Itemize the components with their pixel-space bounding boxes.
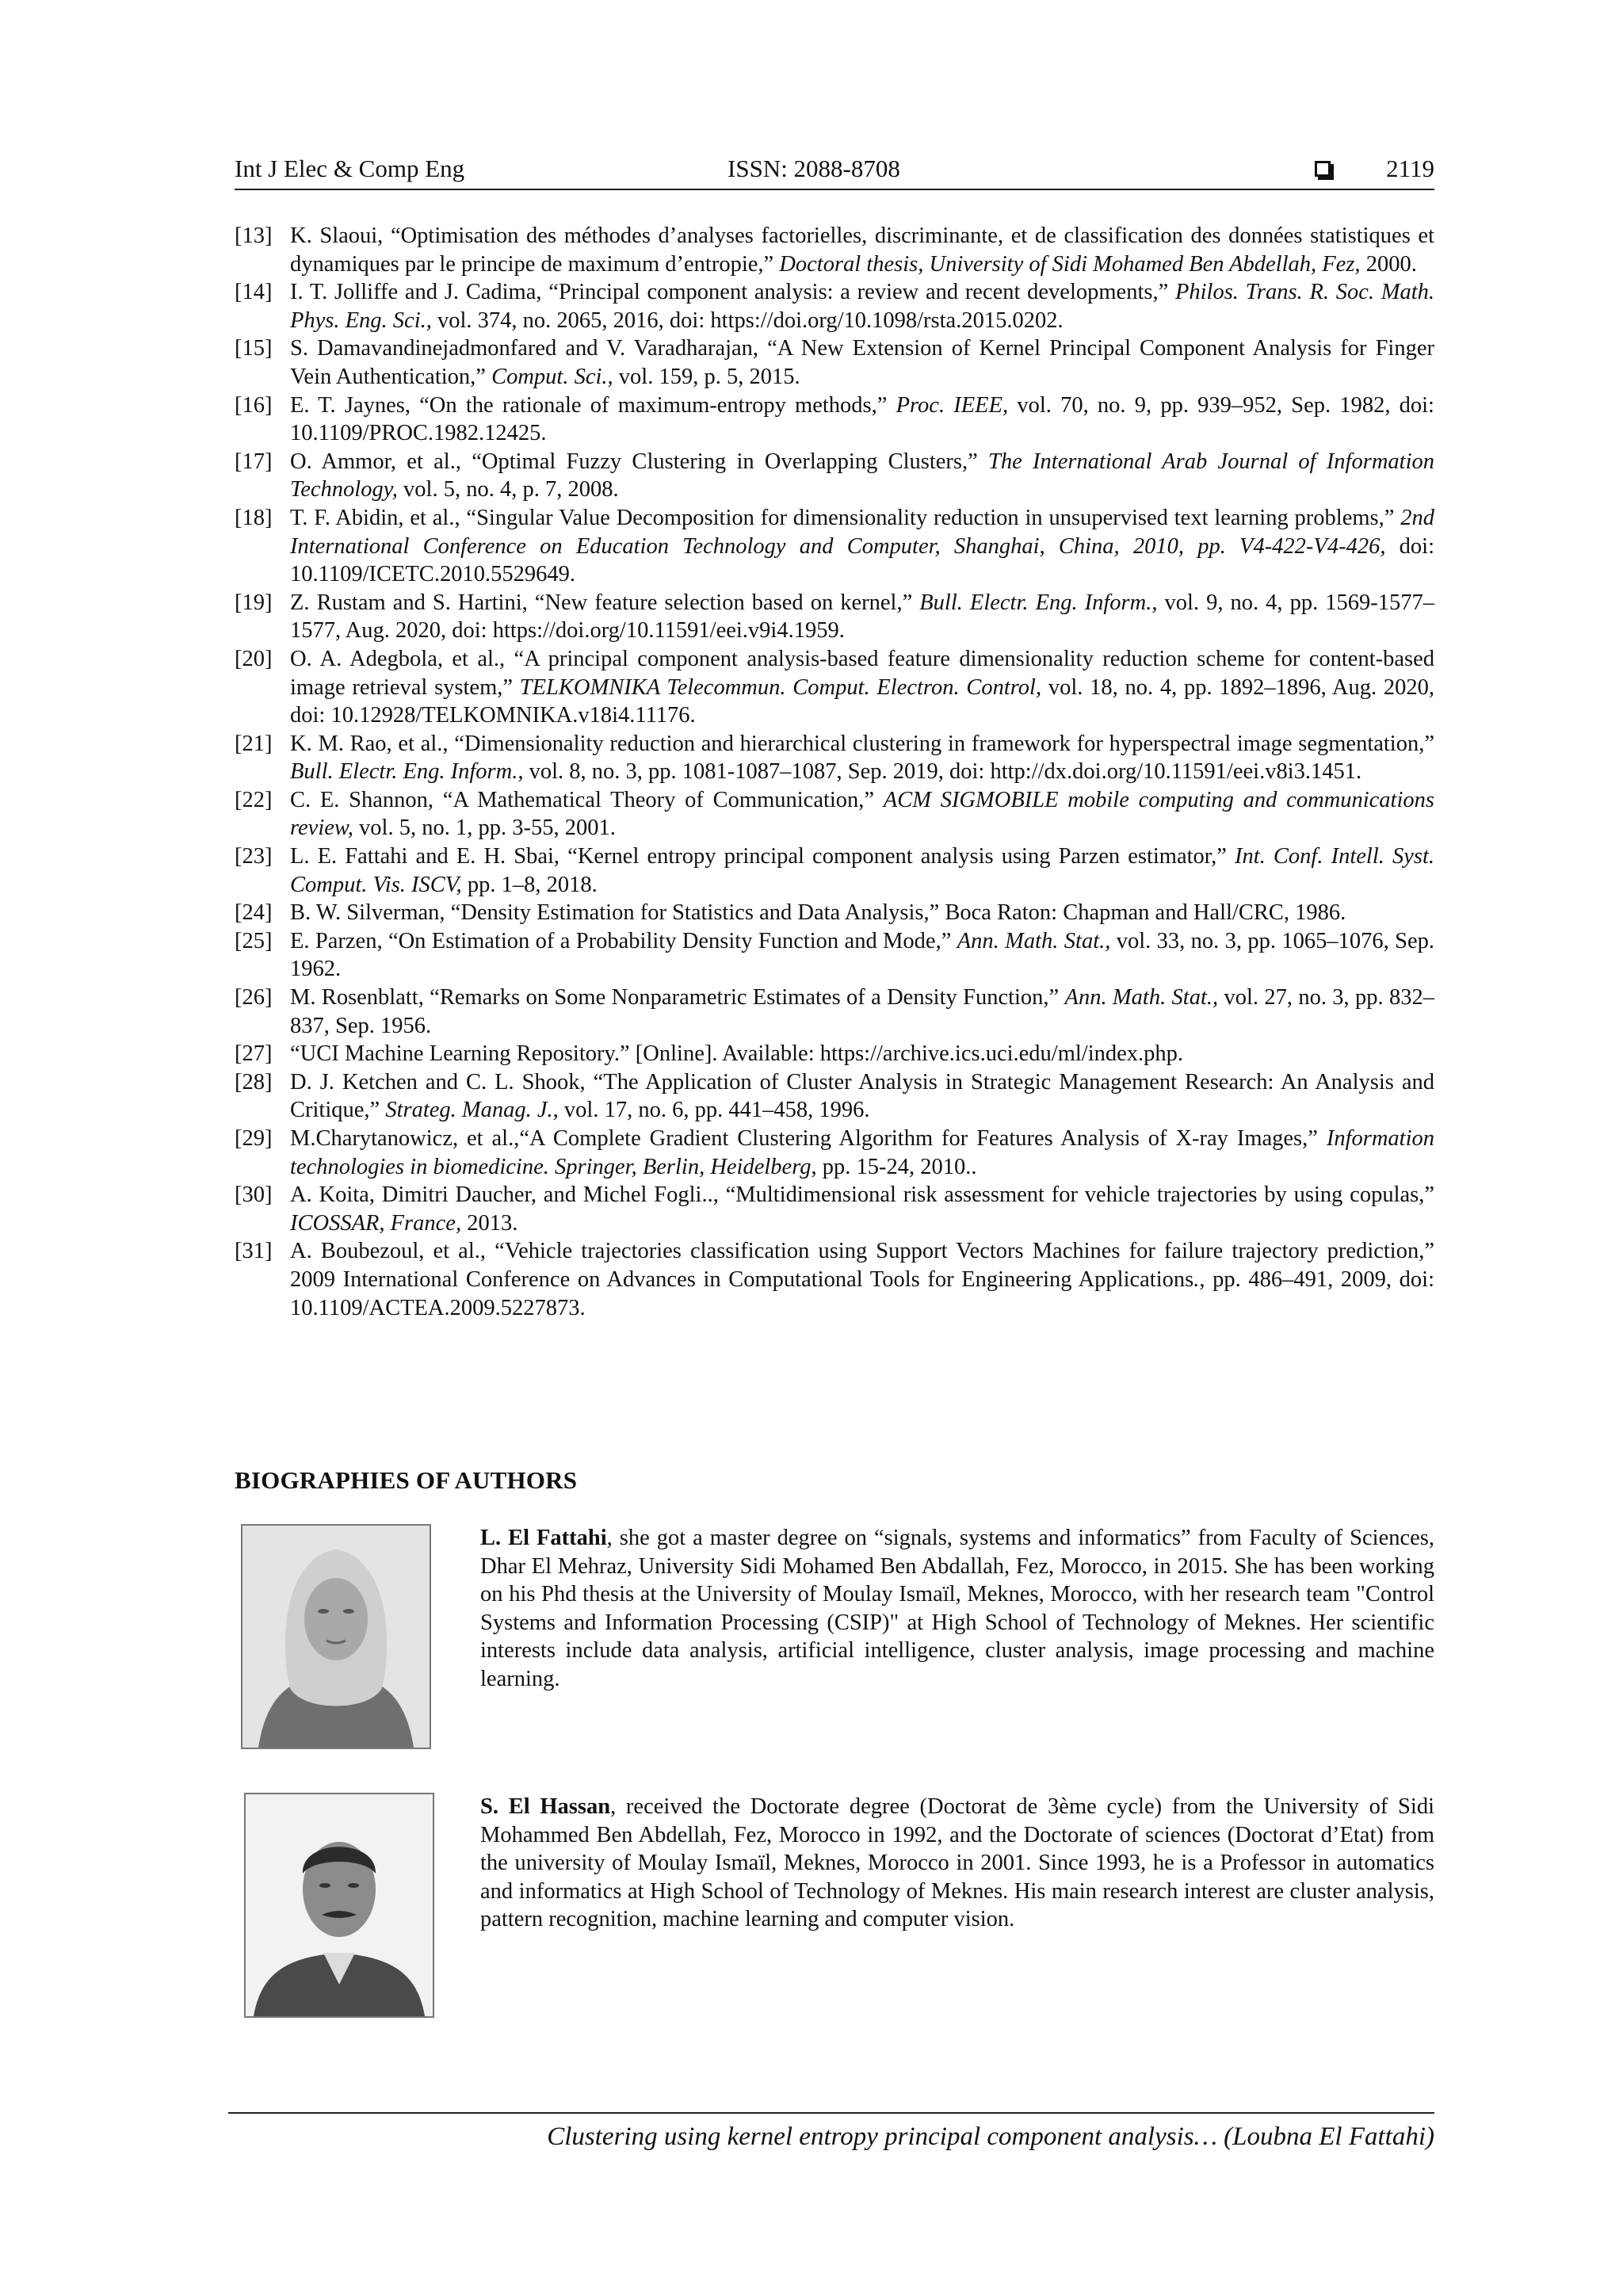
reference-number: [24] [235, 900, 273, 926]
author-bio-text-1 [480, 1524, 1434, 1694]
reference-number: [20] [235, 646, 273, 671]
author-bio-1 [235, 1524, 1434, 1762]
reference-venue: Ann. Math. Stat., [1064, 985, 1219, 1010]
reference-text: vol. 33, no. 3, pp. 1065–1076, Sep. 1962. [290, 928, 1435, 982]
reference-text: vol. 374, no. 2065, 2016, doi: https://doi.org/10.1098/rsta.2015.0202. [431, 308, 1064, 333]
reference-item [235, 1040, 1434, 1068]
reference-number: [30] [235, 1182, 273, 1208]
reference-text: B. W. Silverman, “Density Estimation for Statistics and Data Analysis,” Boca Raton: Chapman and Hall/CRC, 1986. [290, 900, 1346, 926]
reference-text: E. Parzen, “On Estimation of a Probability Density Function and Mode,” [290, 928, 957, 953]
reference-text: K. M. Rao, et al., “Dimensionality reduction and hierarchical clustering in framework for hyperspectral image segmentation,” [290, 731, 1434, 756]
reference-venue: Proc. IEEE, [896, 392, 1009, 418]
reference-venue: Ann. Math. Stat., [957, 928, 1111, 953]
reference-text: vol. 17, no. 6, pp. 441–458, 1996. [558, 1098, 870, 1123]
reference-item [235, 392, 1434, 448]
running-header [235, 153, 1434, 188]
reference-text: A. Koita, Dimitri Daucher, and Michel Fogli.., “Multidimensional risk assessment for vehicle trajectories by using copulas,” [290, 1182, 1434, 1208]
reference-venue: 2nd International Conference on Education Technology and Computer, Shanghai, China, 2010, pp. V4-422-V4-426, [290, 505, 1434, 559]
reference-text: C. E. Shannon, “A Mathematical Theory of Communication,” [290, 787, 884, 812]
reference-text: , pp. 15-24, 2010.. [811, 1154, 977, 1179]
reference-list [235, 222, 1434, 1322]
reference-text: Z. Rustam and S. Hartini, “New feature selection based on kernel,” [290, 590, 920, 615]
reference-item [235, 927, 1434, 984]
reference-item [235, 448, 1434, 504]
reference-text: vol. 9, no. 4, pp. 1569-1577–1577, Aug. 2020, doi: https://doi.org/10.11591/eei.v9i4.1959. [290, 590, 1435, 644]
reference-venue: ICOSSAR, France, [290, 1210, 462, 1236]
reference-text: E. T. Jaynes, “On the rationale of maximum-entropy methods,” [290, 392, 896, 418]
reference-text: A. Boubezoul, et al., “Vehicle trajectories classification using Support Vectors Machines for failure trajectory prediction,” 2009 International Conference on Advances in Computational Tools for Engineering Applications [290, 1239, 1434, 1292]
issn: ISSN: 2088-8708 [727, 155, 900, 182]
reference-item [235, 1237, 1434, 1322]
reference-text: L. E. Fattahi and E. H. Sbai, “Kernel entropy principal component analysis using Parzen estimator,” [290, 844, 1235, 869]
reference-number: [16] [235, 392, 273, 418]
reference-number: [15] [235, 336, 273, 361]
reference-text: T. F. Abidin, et al., “Singular Value Decomposition for dimensionality reduction in unsupervised text learning problems,” [290, 505, 1401, 530]
reference-venue: Bull. Electr. Eng. Inform., [919, 590, 1158, 615]
reference-text: vol. 27, no. 3, pp. 832–837, Sep. 1956. [290, 985, 1434, 1038]
page-number: 2119 [1386, 155, 1434, 182]
reference-venue: Bull. Electr. Eng. Inform., [290, 759, 524, 785]
reference-number: [23] [235, 844, 273, 869]
reference-text: pp. 486–491, 2009, doi: 10.1109/ACTEA.2009.5227873. [290, 1266, 1434, 1320]
author-bio-body-2: , received the Doctorate degree (Doctorat de 3ème cycle) from the University of Sidi Mohammed Ben Abdellah, Fez, Morocco in 1992, and the Doctorate of sciences (Doctorat d’Etat) from the university of Moulay Ismaïl, Meknes, Morocco in 2001. Since 1993, he is a Professor in automatics and informatics at High School of Technology of Meknes. His main research interest are cluster analysis, pattern recognition, machine learning and computer vision. [480, 1794, 1434, 1932]
reference-number: [29] [235, 1126, 273, 1151]
reference-text: vol. 8, no. 3, pp. 1081-1087–1087, Sep. 2019, doi: http://dx.doi.org/10.11591/eei.v8i3.1451. [523, 759, 1362, 785]
reference-text: S. Damavandinejadmonfared and V. Varadharajan, “A New Extension of Kernel Principal Component Analysis for Finger Vein Authentication,” [290, 336, 1434, 389]
reference-text: O. A. Adegbola, et al., “A principal component analysis-based feature dimensionality reduction scheme for content-based image retrieval system,” [290, 646, 1434, 700]
reference-number: [25] [235, 928, 273, 953]
biographies-heading: BIOGRAPHIES OF AUTHORS [235, 1466, 578, 1494]
author-bio-2 [235, 1793, 1434, 2030]
reference-text: K. Slaoui, “Optimisation des méthodes d’analyses factorielles, discriminante, et de classification des données statistiques et dynamiques par le principe de maximum d’entropie,” [290, 223, 1434, 277]
header-rule [235, 189, 1434, 190]
reference-text: 2000. [1360, 251, 1417, 277]
reference-text: vol. 18, no. 4, pp. 1892–1896, Aug. 2020, doi: 10.12928/TELKOMNIKA.v18i4.11176. [290, 674, 1435, 728]
reference-item [235, 984, 1434, 1040]
reference-venue: Comput. Sci., [491, 364, 613, 389]
author-name-1: L. El Fattahi [480, 1526, 607, 1550]
reference-text: “UCI Machine Learning Repository.” [Online]. Available: https://archive.ics.uci.edu/ml/index.php. [290, 1041, 1184, 1067]
reference-number: [31] [235, 1239, 273, 1264]
reference-text: vol. 5, no. 4, p. 7, 2008. [397, 477, 619, 502]
author-photo-2 [244, 1793, 434, 2018]
reference-number: [19] [235, 590, 273, 615]
reference-number: [21] [235, 731, 273, 756]
reference-item [235, 899, 1434, 927]
reference-item [235, 222, 1434, 278]
reference-item [235, 730, 1434, 786]
reference-venue: The International Arab Journal of Information Technology, [290, 449, 1434, 502]
reference-number: [14] [235, 280, 273, 305]
reference-venue: Int. Conf. Intell. Syst. Comput. Vis. ISCV, [290, 844, 1434, 897]
author-bio-body-1: , she got a master degree on “signals, systems and informatics” from Faculty of Sciences, Dhar El Mehraz, University Sidi Mohamed Ben Abdallah, Fez, Morocco, in 2015. She has been working on his Phd thesis at the University of Moulay Ismaïl, Meknes, Morocco, with her research team "Control Systems and Information Processing (CSIP)" at High School of Technology of Meknes. Her scientific interests include data analysis, artificial intelligence, cluster analysis, image processing and machine learning. [480, 1526, 1434, 1691]
reference-text: O. Ammor, et al., “Optimal Fuzzy Clustering in Overlapping Clusters,” [290, 449, 989, 474]
reference-venue: TELKOMNIKA Telecommun. Comput. Electron. Control, [519, 674, 1042, 700]
reference-text: pp. 1–8, 2018. [461, 872, 598, 897]
footer-rule [228, 2112, 1434, 2114]
reference-venue: Strateg. Manag. J., [385, 1098, 559, 1123]
reference-text: M. Rosenblatt, “Remarks on Some Nonparametric Estimates of a Density Function,” [290, 985, 1065, 1010]
reference-number: [27] [235, 1041, 273, 1067]
reference-venue: Information technologies in biomedicine. Springer, Berlin, Heidelberg [290, 1126, 1434, 1179]
reference-venue: Doctoral thesis, University of Sidi Mohamed Ben Abdellah, Fez, [779, 251, 1361, 277]
reference-text: vol. 70, no. 9, pp. 939–952, Sep. 1982, doi: 10.1109/PROC.1982.12425. [290, 392, 1434, 446]
reference-item [235, 589, 1434, 645]
reference-item [235, 278, 1434, 334]
reference-venue: Philos. Trans. R. Soc. Math. Phys. Eng. Sci., [290, 280, 1434, 333]
reference-number: [26] [235, 985, 273, 1010]
square-bullet-icon [1315, 161, 1331, 177]
reference-venue: ACM SIGMOBILE mobile computing and communications review, [290, 787, 1434, 841]
reference-number: [28] [235, 1069, 273, 1095]
author-photo-1 [241, 1524, 431, 1749]
reference-item [235, 334, 1434, 391]
reference-text: I. T. Jolliffe and J. Cadima, “Principal component analysis: a review and recent developments,” [290, 280, 1175, 305]
reference-item [235, 645, 1434, 730]
reference-item [235, 786, 1434, 842]
reference-text: M.Charytanowicz, et al.,“A Complete Gradient Clustering Algorithm for Features Analysis of X-ray Images,” [290, 1126, 1327, 1151]
reference-text: 2013. [461, 1210, 518, 1236]
reference-number: [22] [235, 787, 273, 812]
reference-text: vol. 159, p. 5, 2015. [613, 364, 800, 389]
author-name-2: S. El Hassan [480, 1794, 611, 1819]
reference-item [235, 504, 1434, 589]
reference-venue: ., [1193, 1266, 1205, 1292]
reference-item [235, 1068, 1434, 1125]
reference-text: D. J. Ketchen and C. L. Shook, “The Application of Cluster Analysis in Strategic Management Research: An Analysis and Critique,” [290, 1069, 1434, 1123]
journal-name: Int J Elec & Comp Eng [235, 155, 465, 182]
reference-item [235, 1181, 1434, 1237]
reference-number: [17] [235, 449, 273, 474]
reference-item [235, 842, 1434, 899]
reference-number: [13] [235, 223, 273, 248]
reference-text: vol. 5, no. 1, pp. 3-55, 2001. [353, 816, 616, 841]
reference-number: [18] [235, 505, 273, 530]
author-bio-text-2 [480, 1793, 1434, 1934]
reference-text: doi: 10.1109/ICETC.2010.5529649. [290, 533, 1434, 587]
running-footer: Clustering using kernel entropy principal component analysis… (Loubna El Fattahi) [547, 2122, 1434, 2151]
reference-item [235, 1125, 1434, 1181]
